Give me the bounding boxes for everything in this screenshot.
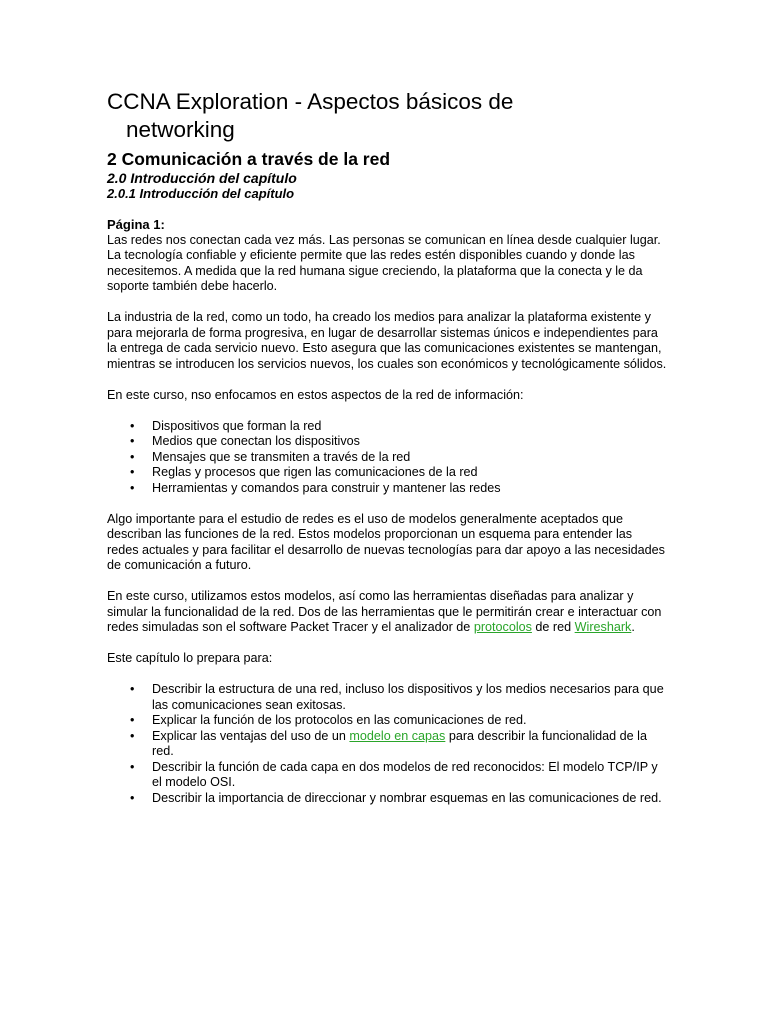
paragraph-models: Algo importante para el estudio de redes es el uso de modelos generalmente aceptados que describan las funciones de la red. Estos modelos proporcionan un esquema para entender las redes actuales y para facilitar el desarrollo de nuevas tecnologías para dar apoyo a las necesidades de comunicación a futuro.	[107, 511, 665, 572]
list-item: • Mensajes que se transmiten a través de la red	[130, 449, 411, 464]
list-item: • Explicar la función de los protocolos en las comunicaciones de red.	[130, 713, 527, 727]
bullet-icon: •	[130, 790, 135, 805]
page-label: Página 1:	[107, 217, 165, 232]
modelo-en-capas-link[interactable]: modelo en capas	[349, 728, 446, 743]
bullet-icon: •	[130, 759, 135, 774]
bullet-icon: •	[130, 480, 135, 495]
bullet-icon: •	[130, 449, 135, 464]
bullet-icon: •	[130, 465, 135, 479]
list-item: • Describir la importancia de direccionar y nombrar esquemas en las comunicaciones de red.	[130, 790, 662, 805]
title-line-1: CCNA Exploration - Aspectos básicos de	[107, 89, 514, 114]
paragraph-intro: Las redes nos conectan cada vez más. Las personas se comunican en línea desde cualquier lugar. La tecnología confiable y eficiente permite que las redes estén disponibles cuando y donde las necesitemos. A medida que la red humana sigue creciendo, la plataforma que la conecta y le da soporte también debe hacerlo.	[107, 232, 661, 293]
objectives-list	[107, 682, 667, 806]
section-heading: 2.0 Introducción del capítulo	[107, 170, 297, 186]
bullet-icon: •	[130, 728, 135, 743]
paragraph-course-focus: En este curso, nso enfocamos en estos aspectos de la red de información:	[107, 387, 524, 402]
protocolos-link[interactable]: protocolos	[473, 620, 532, 634]
title-line-2: networking	[126, 117, 235, 142]
document-page	[107, 88, 667, 806]
list-item: • Dispositivos que forman la red	[130, 418, 322, 433]
list-item: • Describir la función de cada capa en dos modelos de red reconocidos: El modelo TCP/IP y el modelo OSI.	[130, 759, 658, 789]
list-item: • Herramientas y comandos para construir y mantener las redes	[130, 480, 501, 495]
bullet-icon: •	[130, 434, 135, 448]
subsection-heading: 2.0.1 Introducción del capítulo	[107, 186, 295, 201]
document-title	[107, 88, 667, 144]
bullet-icon: •	[130, 713, 135, 727]
bullet-icon: •	[130, 682, 135, 696]
list-item: • Describir la estructura de una red, incluso los dispositivos y los medios necesarios para que las comunicaciones sean exitosas.	[130, 682, 664, 712]
focus-list	[107, 419, 667, 497]
wireshark-link[interactable]: Wireshark	[574, 620, 632, 634]
chapter-heading: 2 Comunicación a través de la red	[107, 149, 391, 169]
bullet-icon: •	[130, 418, 135, 433]
list-item: • Medios que conectan los dispositivos	[130, 434, 360, 448]
list-item: • Reglas y procesos que rigen las comunicaciones de la red	[130, 465, 478, 479]
paragraph-industry: La industria de la red, como un todo, ha creado los medios para analizar la plataforma existente y para mejorarla de forma progresiva, en lugar de desarrollar sistemas únicos e independientes para la entrega de cada servicio nuevo. Esto asegura que las comunicaciones existentes se mantengan, mientras se introducen los servicios nuevos, los cuales son económicos y tecnológicamente sólidos.	[107, 310, 667, 371]
paragraph-chapter-prep: Este capítulo lo prepara para:	[107, 651, 273, 665]
list-item: • Explicar las ventajas del uso de un modelo en capas para describir la funcionalidad de la red.	[130, 728, 647, 758]
paragraph-tools: En este curso, utilizamos estos modelos, así como las herramientas diseñadas para analizar y simular la funcionalidad de la red. Dos de las herramientas que le permitirán crear e interactuar con redes simuladas son el software Packet Tracer y el analizador de protocolos de red Wireshark.	[107, 589, 662, 634]
